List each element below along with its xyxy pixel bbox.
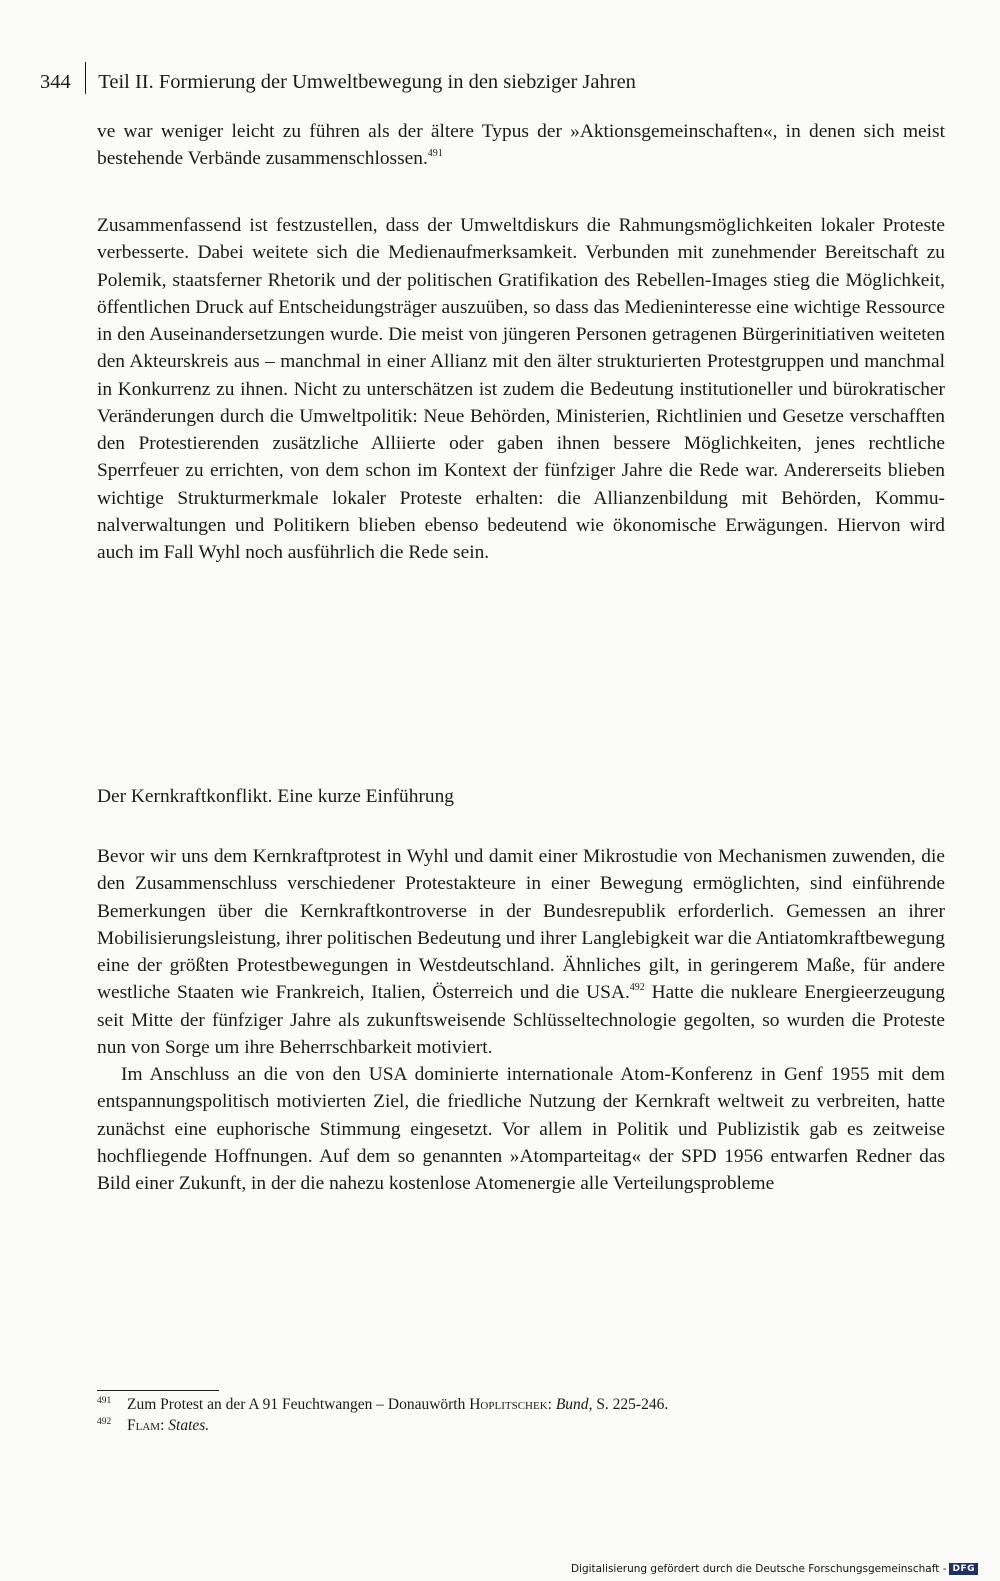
footnote xyxy=(97,1415,945,1436)
paragraph-continuation xyxy=(97,118,945,173)
page-number: 344 xyxy=(40,71,71,93)
footnote-reference: 492 xyxy=(629,982,645,994)
digitization-text: Digitalisierung gefördert durch die Deutsche Forschungsgemeinschaft - xyxy=(570,1563,947,1575)
running-header xyxy=(40,56,636,94)
footnote xyxy=(97,1394,945,1415)
paragraph-text: Im Anschluss an die von den USA dominierte internationale Atom-Konferenz in Genf 1955 mit dem entspannungspolitisch motivierten Ziel, die friedliche Nutzung der Kernkraft weltweit zu verbreiten, hatte zunächst eine euphorische Stimmung eingesetzt. Vor allem in Politik und Publizistik gab es zeitweise hochfliegende Hoffnungen. Auf dem so genannten »Atomparteitag« der SPD 1956 entwarfen Redner das Bild einer Zukunft, in der die nahezu kostenlose Atomenergie alle Verteilungsprobleme xyxy=(97,1064,945,1194)
footnote-number: 492 xyxy=(97,1417,112,1427)
digitization-notice xyxy=(571,1563,978,1575)
paragraph-summary xyxy=(97,212,945,566)
paragraph-text: Bevor wir uns dem Kernkraftprotest in Wyhl und damit einer Mikrostudie von Mechanismen zuwenden, die den Zusammenschluss verschiedener Protestakteure in einer Bewegung ermöglichten, sind einführende Bemerkungen über die Kernkraftkontroverse in der Bundesrepublik erforderlich. Gemessen an ihrer Mobilisierungsleistung, ihrer politischen Bedeutung und ihrer Langlebigkeit war die Antiatomkraftbewegung eine der größten Protestbewegungen in Westdeutschland. Ähnliches gilt, in geringerem Maße, für andere westliche Staaten wie Frankreich, Italien, Österreich und die USA. xyxy=(97,846,945,1004)
header-divider xyxy=(85,62,87,94)
footnote-text: Zum Protest an der A 91 Feuchtwangen – Donauwörth Hoplitschek: Bund, S. 225-246. xyxy=(127,1396,669,1413)
dfg-logo: DFG xyxy=(949,1563,978,1575)
paragraph-text: ve war weniger leicht zu führen als der ältere Typus der »Aktionsgemeinschaften«, in denen sich meist bestehende Verbände zusammenschlossen. xyxy=(97,121,945,170)
footnote-number: 491 xyxy=(97,1396,112,1406)
running-title: Teil II. Formierung der Umweltbewegung in den siebziger Jahren xyxy=(98,71,636,93)
footnote-text: Flam: States. xyxy=(127,1417,210,1434)
footnotes xyxy=(97,1394,945,1436)
paragraph-text: Zusammenfassend ist festzustellen, dass der Umweltdiskurs die Rahmungsmöglichkeiten lokaler Proteste verbesserte. Dabei weitete sich die Medienaufmerksamkeit. Verbunden mit zunehmender Bereitschaft zu Polemik, staatsferner Rhetorik und der politischen Gratifikation des Rebellen-Images stieg die Möglichkeit, öffentlichen Druck auf Entscheidungsträger auszuüben, so dass das Medieninteresse eine wichtige Ressource in den Auseinandersetzungen wurde. Die meist von jüngeren Personen getragenen Bürgerinitiativen weiteten den Akteurskreis aus – manchmal in einer Allianz mit den älter strukturierten Protestgruppen und manchmal in Konkurrenz zu ihnen. Nicht zu unterschätzen ist zudem die Bedeutung institutioneller und bürokratischer Veränderungen durch die Umweltpolitik: Neue Behörden, Ministerien, Richtlinien und Gesetze verschafften den Protestierenden zusätzliche Alliierte oder gaben ihnen bessere Möglichkeiten, jenes rechtliche Sperrfeuer zu errichten, von dem schon im Kontext der fünfziger Jahre die Rede war. Andererseits blieben wichtige Strukturmerkmale lokaler Proteste erhalten: die Allianzenbildung mit Behörden, Kommunalverwaltungen und Politikern blieben ebenso bedeutend wie ökonomische Erwägungen. Hiervon wird auch im Fall Wyhl noch ausführlich die Rede sein. xyxy=(97,215,945,563)
paragraph-text: Hatte die nukleare Energieerzeugung seit Mitte der fünfziger Jahre als zukunftsweisende Schlüsseltechnologie gegolten, so wurden die Proteste nun von Sorge um ihre Beherrschbarkeit motiviert. xyxy=(97,982,945,1058)
footnote-reference: 491 xyxy=(427,148,443,160)
section-body xyxy=(97,843,945,1197)
section-heading: Der Kernkraftkonflikt. Eine kurze Einführung xyxy=(97,786,454,807)
